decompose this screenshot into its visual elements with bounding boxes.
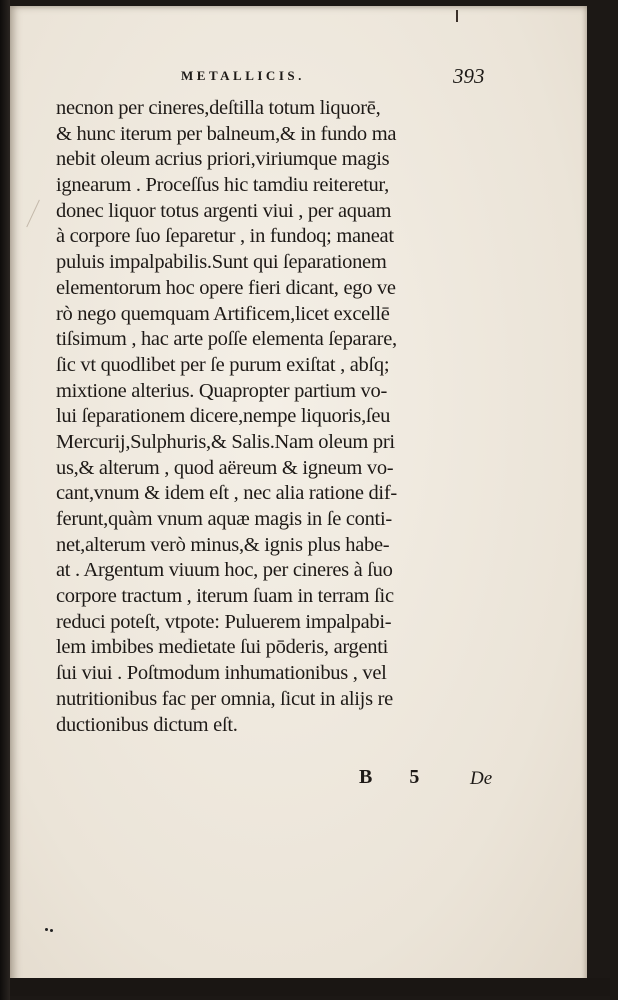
text-line: ſic vt quodlibet per ſe purum exiſtat , abſq; [56, 353, 390, 376]
ink-speck [45, 928, 54, 933]
text-line: rò nego quemquam Artificem,licet excellē [56, 302, 390, 325]
signature-mark: B 5 [359, 766, 436, 788]
text-line: lem imbibes medietate ſui pōderis, argenti [56, 636, 389, 659]
text-line: necnon per cineres,deſtilla totum liquorē, [56, 97, 381, 119]
page-footer [56, 766, 496, 796]
text-line: lui ſeparationem dicere,nempe liquoris,ſeu [56, 405, 391, 428]
text-line: ſui viui . Poſtmodum inhumationibus , vel [56, 662, 387, 685]
text-line: à corpore ſuo ſeparetur , in fundoq; maneat [56, 225, 394, 248]
text-line: elementorum hoc opere fieri dicant, ego ve [56, 276, 396, 299]
text-line: & hunc iterum per balneum,& in fundo ma [56, 122, 397, 145]
text-line: puluis impalpabilis.Sunt qui ſeparationem [56, 251, 387, 274]
catchword: De [470, 768, 493, 789]
text-line: mixtione alterius. Quapropter partium vo- [56, 379, 387, 402]
text-line: reduci poteſt, vtpote: Puluerem impalpabi- [56, 610, 392, 633]
text-line: us,& alterum , quod aëreum & igneum vo- [56, 456, 394, 479]
text-line: ferunt,quàm vnum aquæ magis in ſe conti- [56, 508, 392, 530]
book-page [10, 6, 587, 989]
running-title: METALLICIS. [181, 68, 305, 83]
text-line: nutritionibus fac per omnia, ſicut in alijs re [56, 687, 393, 710]
text-line: tiſsimum , hac arte poſſe elementa ſeparare, [56, 328, 397, 351]
scan-edge-left [0, 0, 10, 1000]
scan-edge-bottom [10, 978, 610, 996]
text-line: at . Argentum viuum hoc, per cineres à ſuo [56, 559, 393, 582]
text-line: ductionibus dictum eſt. [56, 713, 238, 736]
page-number: 393 [453, 64, 485, 88]
text-line: nebit oleum acrius priori,viriumque magis [56, 148, 390, 171]
text-line: corpore tractum , iterum ſuam in terram ſic [56, 585, 394, 608]
running-head [60, 64, 540, 90]
body-text [56, 96, 516, 738]
ink-mark [456, 10, 458, 22]
text-line: Mercurij,Sulphuris,& Salis.Nam oleum pri [56, 430, 395, 453]
text-line: cant,vnum & idem eſt , nec alia ratione dif- [56, 482, 397, 505]
text-line: ignearum . Proceſſus hic tamdiu reiteretur, [56, 174, 389, 197]
text-line: net,alterum verò minus,& ignis plus habe- [56, 533, 390, 556]
text-line: donec liquor totus argenti viui , per aquam [56, 199, 392, 222]
paper-crease [26, 200, 50, 233]
